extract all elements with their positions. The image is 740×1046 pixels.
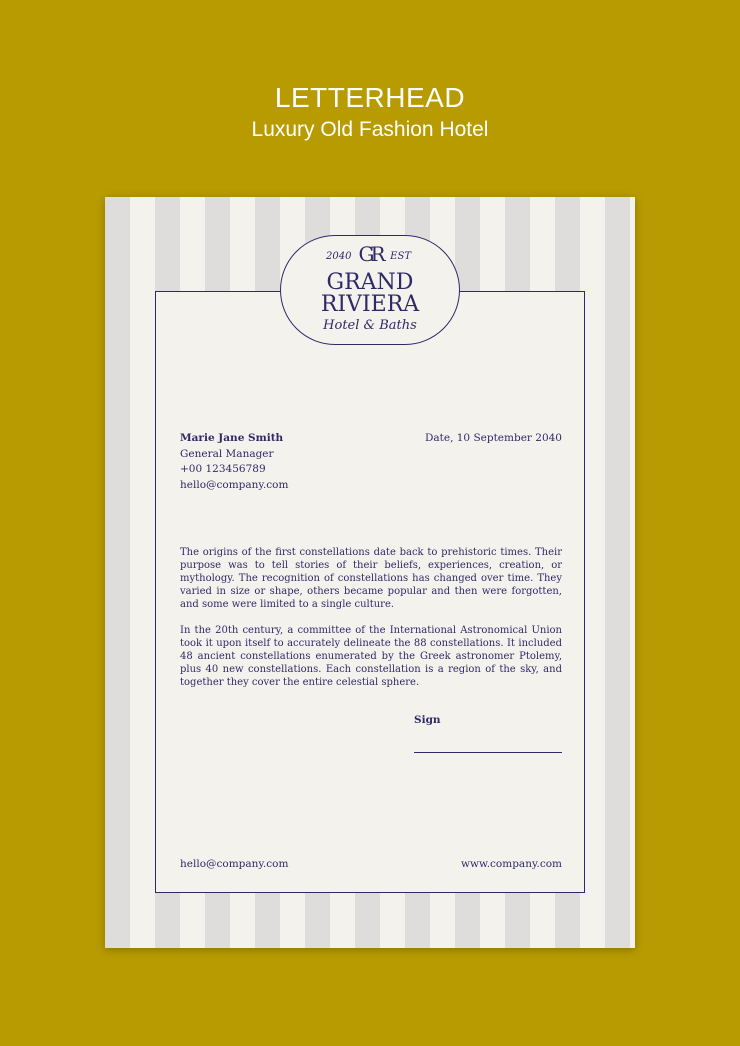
sign-label: Sign [414, 714, 441, 726]
logo-monogram: GR [358, 242, 382, 266]
footer-email: hello@company.com [180, 858, 289, 870]
signature-line [414, 752, 562, 753]
body-paragraph: In the 20th century, a committee of the International Astronomical Union took it upon itself to accurately delineate the 88 constellations. It included 48 ancient constellations enumerated by the Greek astronomer Ptolemy, plus 40 new constellations. Each constellation is a region of the sky, and together they cover the entire celestial sphere. [180, 625, 562, 688]
logo-est: EST [390, 251, 411, 262]
logo-tagline: Hotel & Baths [323, 318, 417, 333]
hotel-logo-badge [280, 235, 460, 345]
logo-name-line1: GRAND [326, 270, 414, 295]
sender-phone: +00 123456789 [180, 463, 266, 475]
logo-name-line2: RIVIERA [320, 292, 420, 317]
page-header [0, 80, 740, 144]
letter-body [180, 546, 562, 702]
sender-name: Marie Jane Smith [180, 432, 284, 444]
sender-email: hello@company.com [180, 478, 289, 491]
footer-website: www.company.com [461, 858, 562, 870]
body-paragraph: The origins of the first constellations date back to prehistoric times. Their purpose was to tell stories of their beliefs, experiences, creation, or mythology. The recognition of constellations has changed over time. They varied in size or shape, others became popular and then were forgotten, and some were limited to a single culture. [180, 547, 562, 610]
sender-block [180, 431, 288, 493]
letterhead-paper [105, 197, 635, 948]
logo-year: 2040 [326, 251, 352, 262]
page-title: LETTERHEAD [274, 82, 466, 113]
sender-role: General Manager [180, 447, 274, 460]
letter-date: Date, 10 September 2040 [424, 432, 562, 444]
page-subtitle: Luxury Old Fashion Hotel [251, 118, 489, 141]
letter-frame [155, 291, 585, 893]
